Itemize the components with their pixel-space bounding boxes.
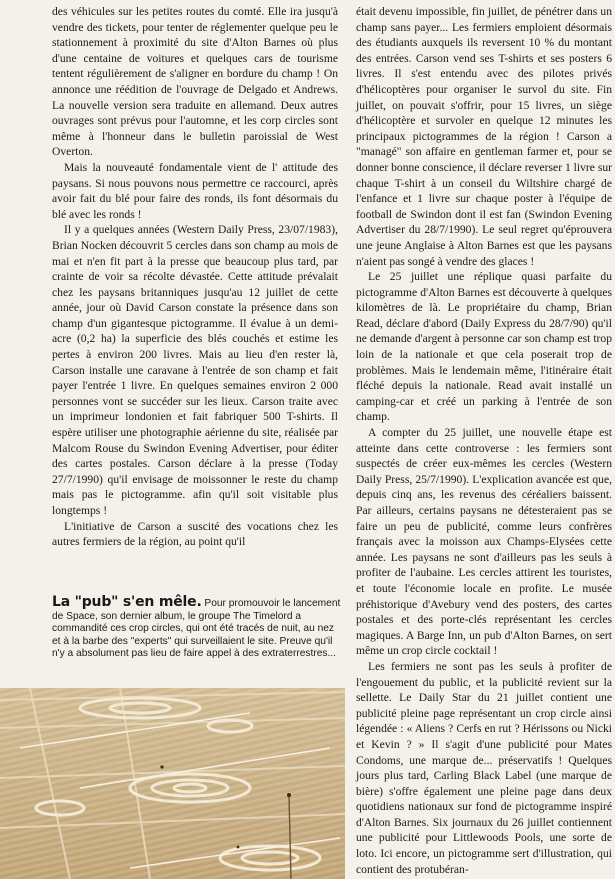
paragraph: des véhicules sur les petites routes du comté. Elle ira jusqu'à vendre des tickets, pour tenter de réglementer quelque peu le stationnement à proximité du site d'Alton Barnes où plus d'une centaine de voitures et quelques cars de tourisme tentent régulièrement de s'aligner en bordure du champ ! On annonce une réédition de l'ouvrage de Delgado et Andrews. La nouvelle version sera traduite en allemand. Deux autres ouvrages sont prévus pour l'automne, et les corp circles sont même à l'honneur dans le bulletin paroissial de West Overton. [52,5,338,159]
paragraph: Mais la nouveauté fondamentale vient de l' attitude des paysans. Si nous pouvons nous permettre ce raccourci, après avoir fait du blé pour faire des ronds, ils font désormais du blé avec les ronds ! [52,160,338,221]
crop-circles-aerial-photo [0,688,345,879]
left-column [52,4,338,550]
paragraph: A compter du 25 juillet, une nouvelle étape est atteinte dans cette controverse : les fermiers sont suspectés de créer eux-mêmes les cercles (Western Daily Press, 25/7/1990). L'explication avancée est que, depuis cinq ans, les revenus des céréaliers baissent. Par ailleurs, certains paysans ne détesteraient pas se faire un peu de publicité, comme leurs confrères français avec la moisson aux Champs-Elysées cette année. Les paysans ne sont d'ailleurs pas les seuls à profiter de l'aubaine. Les cercles attirent les touristes, et toute l'économie locale en profite. Le musée préhistorique d'Avebury vend des posters, des cartes postales et des porte-clés représentant les cercles magiques. A Barge Inn, un pub d'Alton Barnes, on sert même un crop circle cocktail ! [356,426,612,658]
paragraph: Il y a quelques années (Western Daily Press, 23/07/1983), Brian Nocken découvrit 5 cercles dans son champ au mois de mai et n'en fit part à la presse que beaucoup plus tard, par crainte de voir sa récolte dévastée. Cette attitude prévalait chez les paysans britanniques jusqu'au 12 juillet de cette année, jour où David Carson constate la présence dans son champ d'un gigantesque pictogramme. Il évalue à un demi-acre (0,2 ha) la superficie des blés couchés et estime les pertes à environ 200 livres. Mais au lieu d'en rester là, Carson installe une caravane à l'entrée de son champ et fait payer l'entrée 1 livre. En quelques semaines environ 2 000 personnes vont se succéder sur les lieux. Carson traite avec un imprimeur londonien et fait fabriquer 500 T-shirts. Il espère utiliser une photographie aérienne du site, réalisée par Malcom Rouse du Swindon Evening Advertiser, pour éditer des cartes postales. Carson déclare à la presse (Today 27/7/1990) qu'il envisage de moissonner le reste du champ mais pas le pictogramme. afin qu'il soit visitable plus longtemps ! [52,223,338,517]
crop-circles-photo-icon [0,688,345,879]
photo-caption [52,596,342,661]
caption-text: Pour promouvoir le lancement de Space, son dernier album, le groupe The Timelord a commandité ces crop circles, qui ont été tracés de nuit, au nez et à la barbe des "experts" qui surveillaient le site. Preuve qu'il n'y a absolument pas lieu de faire appel à des extraterrestres... [52,598,341,660]
paragraph: était devenu impossible, fin juillet, de pénétrer dans un champ sans payer... Les fermiers emploient désormais des étudiants auxquels ils reversent 10 % du montant des entrées. Carson vend ses T-shirts et ses posters 6 livres. Il s'est entendu avec des pilotes privés d'hélicoptères pour organiser le survol du site. Fin juillet, on pouvait s'offrir, pour 15 livres, un siège d'hélicoptère et survoler en quelque 12 minutes les principaux pictogrammes de la région ! Carson a "managé" son affaire en gentleman farmer et, pour se donner bonne conscience, il déclare reverser 1 livre sur chaque T-shirt à un conseil du Wiltshire chargé de l'enfance et 1 livre sur chaque poster à l'équipe de football de Swindon dont il est fan (Swindon Evening Advertiser du 28/7/1990). Le seul regret qu'éprouvera une jeune Anglaise à Alton Barnes est que les paysans n'aient pas songé à vendre des glaces ! [356,5,612,268]
paragraph: Les fermiers ne sont pas les seuls à profiter de l'engouement du public, et la publicité revient sur la sellette. Le Daily Star du 21 juillet contient une publicité pleine page représentant un crop circle ainsi légendée : « Aliens ? Cerfs en rut ? Hérissons ou Nicki et Kevin ? » Il s'agit d'une publicité pour Mates Condoms, une marque de... préservatifs ! Quelques jours plus tard, Carling Black Label (une marque de bière) s'offre également une pleine page dans deux quotidiens nationaux sur fond de pictogramme inspiré d'Alton Barnes. Six journaux du 26 juillet contiennent une publicité pour Littlewoods Pools, une sorte de loto. Ici encore, un pictogramme sert d'illustration, qui contient des protubéran- [356,659,612,876]
right-column [356,4,612,877]
paragraph: Le 25 juillet une réplique quasi parfaite du pictogramme d'Alton Barnes est découverte à quelques kilomètres de là. Le propriétaire du champ, Brian Read, déclare d'abord (Daily Express du 28/7/90) qu'il ne demande d'argent à personne car son champ est trop loin de la nationale et que cela poserait trop de problèmes. Mais le lendemain même, l'itinéraire était fléché depuis la nationale. Read avait installé un camping-car et créé un parking à l'entrée de son champ. [356,270,612,424]
caption-kicker: La "pub" s'en mêle. [52,594,202,610]
paragraph: L'initiative de Carson a suscité des vocations chez les autres fermiers de la région, au point qu'il [52,519,338,549]
